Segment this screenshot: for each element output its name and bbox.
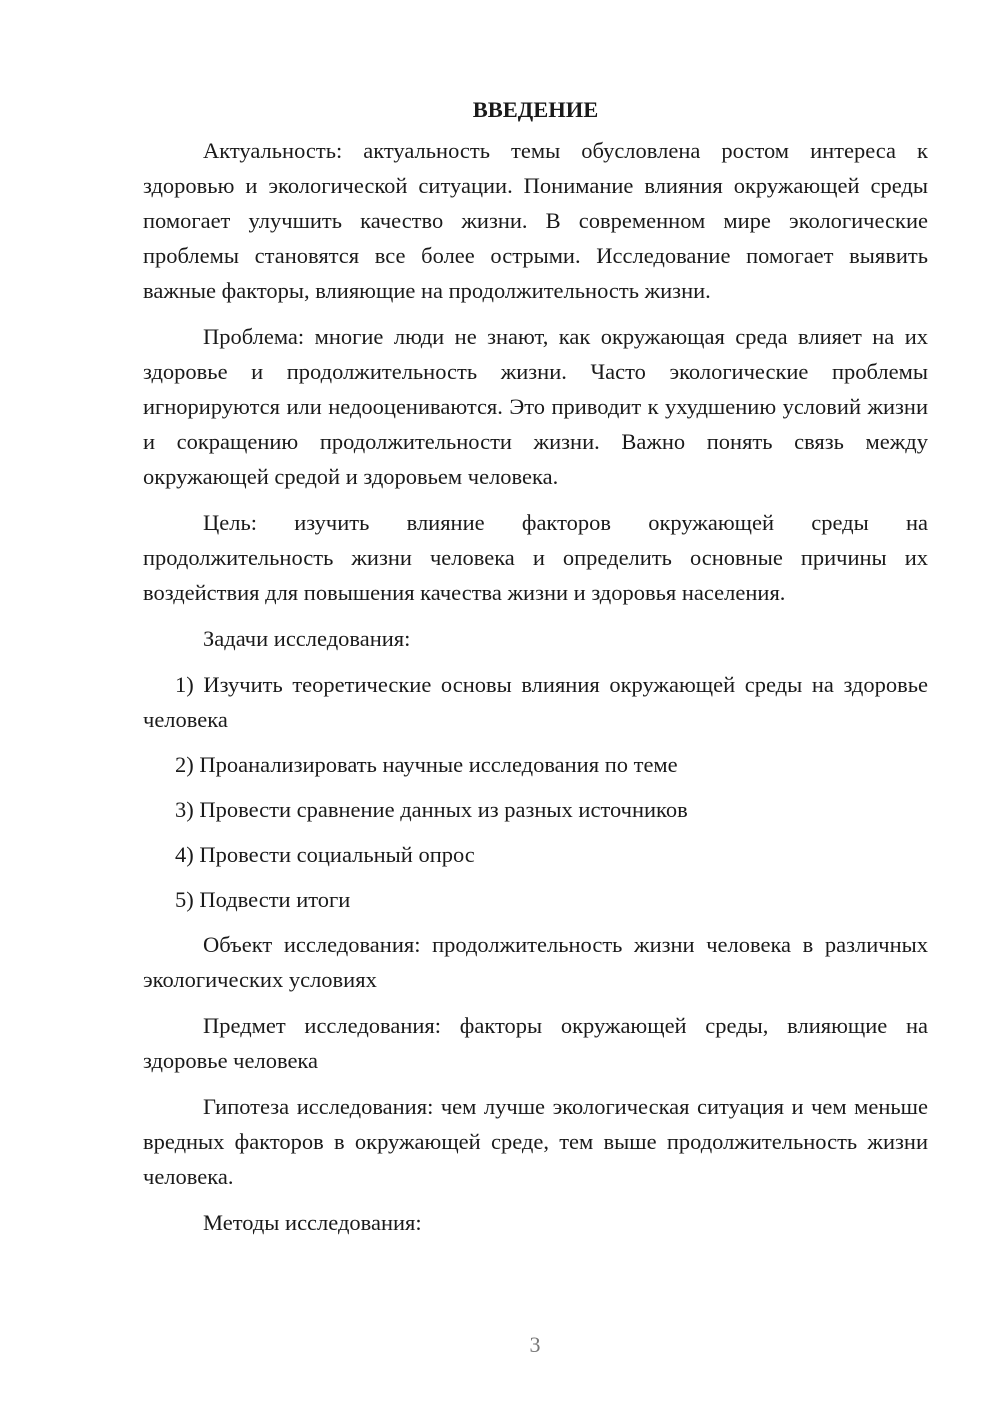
task-item-3: 3) Провести сравнение данных из разных источников — [175, 797, 688, 822]
goal-paragraph: Цель: изучить влияние факторов окружающей среды на продолжительность жизни человека и определить основные причины их воздействия для повышения качества жизни и здоровья населения. — [143, 510, 928, 605]
task-item-1: 1) Изучить теоретические основы влияния окружающей среды на здоровье человека — [143, 672, 928, 732]
subject-paragraph: Предмет исследования: факторы окружающей среды, влияющие на здоровье человека — [143, 1013, 928, 1073]
object-paragraph: Объект исследования: продолжительность жизни человека в различных экологических условиях — [143, 932, 928, 992]
methods-heading: Методы исследования: — [203, 1210, 422, 1235]
page-number: 3 — [529, 1332, 541, 1357]
task-item-4: 4) Провести социальный опрос — [175, 842, 475, 867]
tasks-heading: Задачи исследования: — [203, 626, 411, 651]
relevance-paragraph: Актуальность: актуальность темы обусловлена ростом интереса к здоровью и экологической ситуации. Понимание влияния окружающей среды помогает улучшить качество жизни. В современном мире экологические проблемы становятся все более острыми. Исследование помогает выявить важные факторы, влияющие на продолжительность жизни. — [143, 138, 928, 303]
task-item-5: 5) Подвести итоги — [175, 887, 351, 912]
page-title: ВВЕДЕНИЕ — [472, 97, 599, 122]
task-item-2: 2) Проанализировать научные исследования по теме — [175, 752, 678, 777]
page-content — [143, 92, 928, 1251]
problem-paragraph: Проблема: многие люди не знают, как окружающая среда влияет на их здоровье и продолжительность жизни. Часто экологические проблемы игнорируются или недооцениваются. Это приводит к ухудшению условий жизни и сокращению продолжительности жизни. Важно понять связь между окружающей средой и здоровьем человека. — [143, 324, 928, 489]
hypothesis-paragraph: Гипотеза исследования: чем лучше экологическая ситуация и чем меньше вредных факторов в окружающей среде, тем выше продолжительность жизни человека. — [143, 1094, 928, 1189]
